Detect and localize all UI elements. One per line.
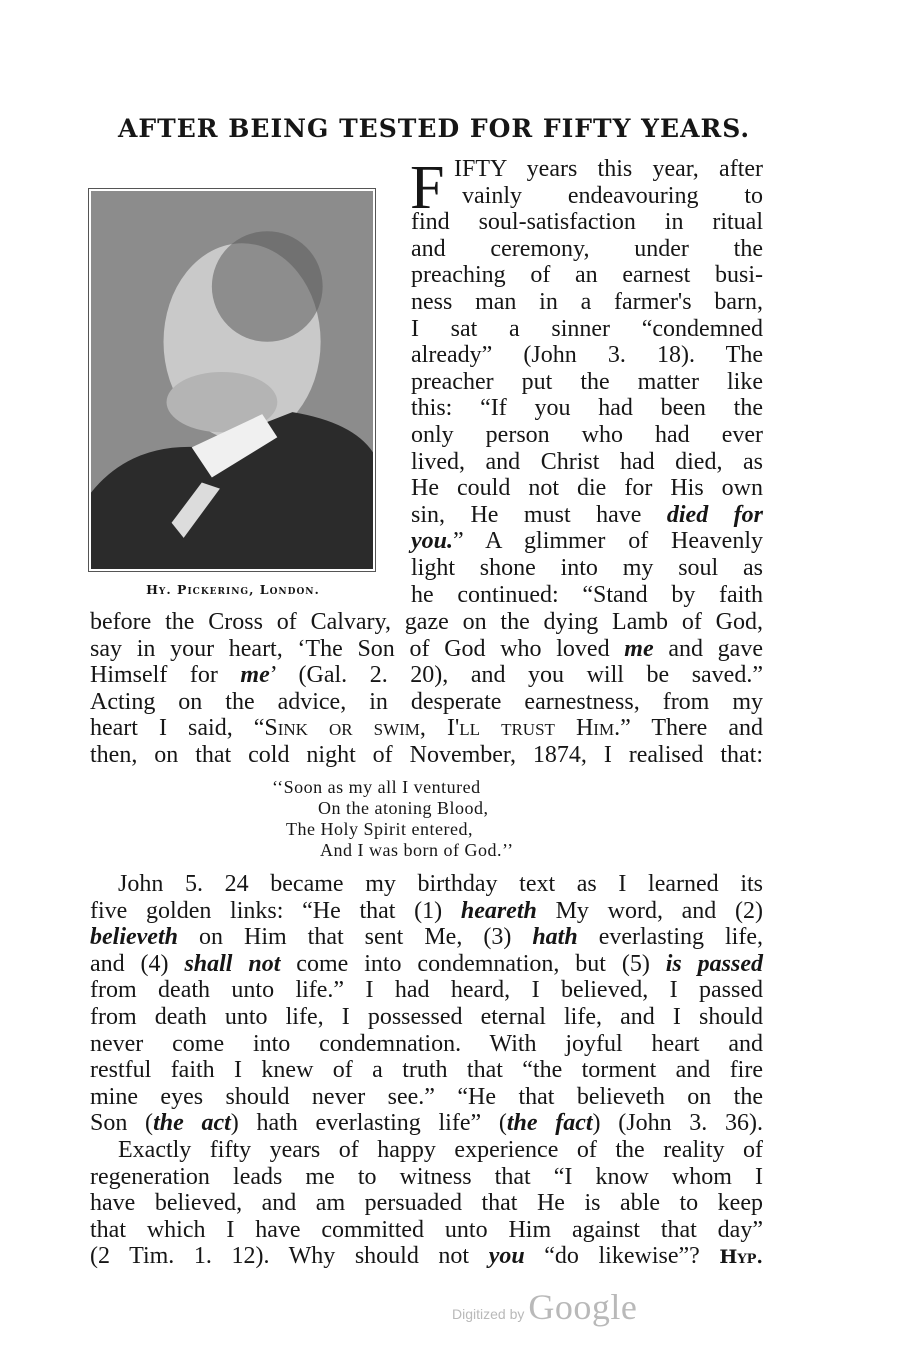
text-run: and (4) (90, 950, 185, 977)
emphasis: you (488, 1243, 525, 1270)
text-run: “do likewise”? (524, 1243, 720, 1270)
text-line: already” (John 3. 18). The (411, 342, 763, 369)
text-line: He could not die for His own (411, 475, 763, 502)
emphasis: shall not (184, 950, 281, 977)
google-watermark (452, 1286, 637, 1328)
text-line (90, 662, 763, 689)
text-line: light shone into my soul as (411, 555, 763, 581)
emphasis: believeth (90, 924, 178, 951)
text-line (90, 1243, 763, 1271)
text-line: from death unto life, I possessed eternal life, and I should (90, 1004, 763, 1030)
verse-line: ‘‘Soon as my all I ventured (272, 777, 481, 797)
text-line: ness man in a farmer's barn, (411, 289, 763, 315)
verse-line: And I was born of God.’’ (320, 840, 514, 860)
verse-line: On the atoning Blood, (318, 798, 489, 818)
text-line: this: “If you had been the (411, 395, 763, 422)
emphasis: me (240, 662, 270, 689)
text-line: vainly endeavouring to (462, 182, 763, 209)
text-line: and ceremony, under the (411, 235, 763, 262)
text-line: only person who had ever (411, 422, 763, 448)
emphasis: me (624, 635, 654, 662)
text-run: say in your heart, ‘The Son of God who loved (90, 635, 625, 662)
text-line: Exactly fifty years of happy experience of the reality of (118, 1137, 763, 1163)
text-line (90, 951, 763, 978)
google-logo: Google (528, 1287, 638, 1327)
text-line: he continued: “Stand by faith (411, 581, 763, 608)
text-line: before the Cross of Calvary, gaze on the dying Lamb of God, (90, 609, 763, 635)
text-run: ” There and (620, 715, 763, 742)
text-line: regeneration leads me to witness that “I know whom I (90, 1163, 763, 1190)
emphasis: the fact (506, 1110, 593, 1137)
text-line: Acting on the advice, in desperate earnestness, from my (90, 688, 763, 715)
watermark-prefix: Digitized by (452, 1306, 525, 1322)
text-line: I sat a sinner “condemned (411, 315, 763, 342)
text-run: ’ (Gal. 2. 20), and you will be saved.” (269, 662, 763, 689)
text-run: ) (John 3. 36). (592, 1110, 763, 1137)
portrait-frame (88, 188, 376, 572)
verse-line: The Holy Spirit entered, (286, 819, 473, 839)
small-caps-text: Sink or swim, I'll trust Him. (264, 715, 621, 742)
text-line (411, 528, 763, 555)
text-run: (2 Tim. 1. 12). Why should not (90, 1243, 489, 1270)
text-line: lived, and Christ had died, as (411, 448, 763, 475)
text-line: mine eyes should never see.” “He that believeth on the (90, 1083, 763, 1110)
text-run: ” A glimmer of Heavenly (453, 528, 763, 555)
text-run: sin, He must have (411, 501, 667, 528)
drop-cap: F (410, 154, 445, 222)
text-run: Son ( (90, 1110, 154, 1137)
emphasis: you. (411, 528, 453, 555)
text-line: then, on that cold night of November, 1874, I realised that: (90, 742, 763, 768)
text-run: and gave (653, 635, 763, 662)
article-title: AFTER BEING TESTED FOR FIFTY YEARS. (118, 114, 751, 143)
text-line (90, 636, 763, 663)
text-line: restful faith I knew of a truth that “the torment and fire (90, 1057, 763, 1084)
text-line: preaching of an earnest busi- (411, 262, 763, 289)
text-line (90, 924, 763, 951)
emphasis: died for (666, 501, 763, 528)
text-line (90, 898, 763, 925)
emphasis: the act (153, 1110, 231, 1137)
text-line: IFTY years this year, after (454, 156, 763, 182)
text-line: find soul-satisfaction in ritual (411, 209, 763, 236)
photo-caption: Hy. Pickering, London. (146, 582, 320, 597)
text-run: five golden links: “He that (1) (90, 897, 461, 924)
text-run: everlasting life, (577, 924, 763, 951)
text-line: preacher put the matter like (411, 368, 763, 395)
text-line: that which I have committed unto Him against that day” (90, 1216, 763, 1243)
text-line (90, 715, 763, 742)
text-line: John 5. 24 became my birthday text as I learned its (118, 871, 763, 897)
text-run: Himself for (90, 662, 241, 689)
emphasis: heareth (460, 897, 537, 924)
text-line: have believed, and am persuaded that He is able to keep (90, 1190, 763, 1217)
text-run: My word, and (2) (536, 897, 763, 924)
text-line: from death unto life.” I had heard, I believed, I passed (90, 977, 763, 1004)
text-line (90, 1110, 763, 1137)
text-line (411, 502, 763, 529)
emphasis: is passed (665, 950, 764, 977)
signature: Hyp. (719, 1246, 763, 1269)
text-line: never come into condemnation. With joyful heart and (90, 1030, 763, 1057)
emphasis: hath (532, 924, 578, 951)
text-run: come into condemnation, but (5) (280, 950, 666, 977)
text-run: on Him that sent Me, (3) (177, 924, 533, 951)
portrait-photo-icon (91, 191, 373, 569)
text-run: heart I said, “ (90, 715, 265, 742)
text-run: ) hath everlasting life” ( (230, 1110, 507, 1137)
